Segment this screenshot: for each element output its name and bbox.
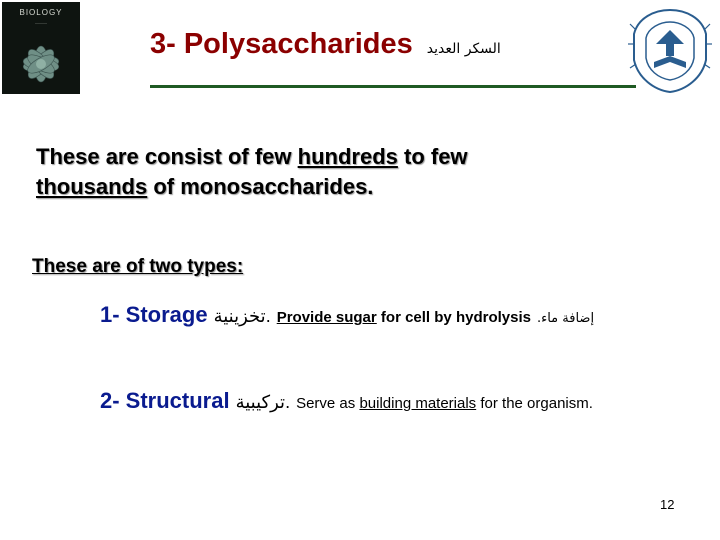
intro-text-3: of monosaccharides. — [147, 174, 374, 199]
intro-keyword-hundreds: hundreds — [297, 144, 398, 169]
item-description-rest: for the organism. — [476, 395, 593, 412]
list-item-structural — [100, 388, 593, 414]
list-item-storage — [100, 302, 594, 328]
item-keyword: Provide sugar — [276, 309, 377, 326]
title-row — [150, 28, 501, 76]
item-heading-arabic: تخزينية — [213, 306, 266, 327]
university-logo — [626, 4, 714, 96]
intro-text-2: to few — [397, 144, 468, 169]
item-heading-arabic: تركيبية — [235, 392, 286, 413]
item-description-rest: for cell by hydrolysis — [376, 309, 531, 326]
page-title: 3- Polysaccharides — [150, 28, 413, 60]
page-number: 12 — [660, 497, 675, 512]
item-description-pre: Serve as — [296, 395, 360, 412]
book-cover-image — [2, 2, 80, 94]
item-description — [296, 395, 593, 412]
university-seal-icon — [626, 4, 714, 96]
item-arabic-note: إضافة ماء. — [536, 311, 595, 326]
types-heading: These are of two types: — [32, 256, 244, 277]
book-title: BIOLOGY — [19, 8, 63, 17]
item-period: . — [285, 392, 291, 412]
item-heading: 1- Storage — [100, 302, 208, 327]
page-title-arabic: السكر العديد — [426, 41, 501, 57]
item-description — [277, 309, 531, 326]
item-heading: 2- Structural — [100, 388, 230, 413]
item-keyword: building materials — [359, 395, 477, 412]
title-divider — [150, 85, 636, 88]
succulent-plant-icon — [2, 28, 80, 94]
intro-keyword-thousands: thousands — [36, 174, 148, 199]
book-subtitle-decoration: ——— — [35, 20, 47, 25]
item-period: . — [265, 306, 271, 326]
intro-paragraph — [36, 142, 676, 202]
intro-text-1: These are consist of few — [36, 144, 298, 169]
